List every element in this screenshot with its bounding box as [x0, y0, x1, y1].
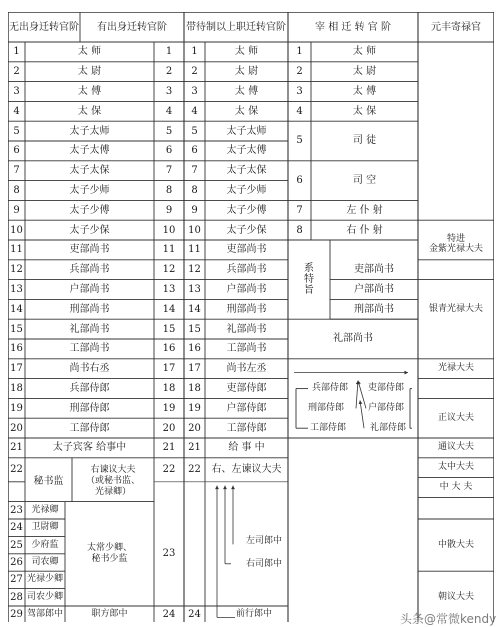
- rank-number: 10: [188, 224, 201, 236]
- shilang-item: 吏部侍郎: [367, 383, 404, 394]
- zaixiang-number: 8: [296, 224, 303, 236]
- zaixiang-number: 5: [296, 135, 303, 147]
- rank-number: 11: [162, 244, 176, 256]
- rank-title-daizhi: 太子少师: [226, 184, 267, 196]
- rank-number: 7: [165, 165, 173, 177]
- zaixiang-title: 司 空: [352, 175, 377, 187]
- rank-title-no-degree: 太 师: [77, 46, 102, 58]
- rank-number: 16: [10, 343, 23, 355]
- rank-title-daizhi: 工部尚书: [226, 343, 267, 355]
- rank-number: 2: [13, 66, 20, 78]
- rank-number: 22: [162, 464, 176, 476]
- rank-number: 6: [165, 145, 173, 157]
- rank-number: 17: [10, 363, 23, 375]
- zaixiang-number: 2: [296, 66, 303, 78]
- rank-number: 23: [10, 504, 23, 516]
- rank-title-daizhi: 太子太师: [226, 125, 267, 137]
- rank-number: 3: [191, 85, 198, 97]
- rank-number: 8: [13, 184, 20, 196]
- rank-number: 14: [10, 303, 23, 315]
- rank-number: 18: [10, 382, 23, 394]
- rank-number: 17: [162, 363, 176, 375]
- zaixiang-title: 左 仆 射: [346, 204, 383, 216]
- zaixiang-title: 太 师: [352, 46, 377, 58]
- rank-number: 5: [191, 125, 198, 137]
- rank-number: 9: [13, 204, 20, 216]
- header-no-degree: 无出身迁转官阶: [9, 21, 79, 33]
- rank-number: 16: [188, 343, 201, 355]
- rank-number: 27: [10, 574, 23, 586]
- yuanfeng-title: 光禄大夫: [437, 363, 474, 374]
- rank-title-daizhi: 右、左谏议大夫: [211, 464, 282, 476]
- rank-title-no-degree: 卫尉卿: [31, 522, 59, 533]
- rank-title-no-degree: 兵部尚书: [69, 264, 110, 276]
- rank-title-no-degree: 吏部尚书: [69, 244, 110, 256]
- rank-number: 15: [162, 323, 176, 335]
- label-yousi: 右司郎中: [245, 558, 282, 569]
- rank-number: 14: [162, 303, 176, 315]
- rank-title-with-degree: 右谏议大夫 （或秘书监、 光禄卿）: [85, 465, 140, 498]
- rank-number: 7: [191, 165, 198, 177]
- rank-number: 5: [165, 125, 173, 137]
- arrow-head: [223, 486, 227, 490]
- rank-title-no-degree: 工部尚书: [69, 343, 110, 355]
- zaixiang-title: 太 尉: [352, 66, 377, 78]
- rank-title-daizhi: 太 傅: [234, 85, 259, 97]
- yuanfeng-title: 金紫光禄大夫: [428, 244, 483, 255]
- rank-title-no-degree: 刑部侍郎: [69, 402, 110, 414]
- official-rank-table: [8, 12, 497, 626]
- rank-title-with-degree: 职方郎中: [91, 609, 128, 620]
- rank-number: 13: [162, 283, 176, 295]
- yuanfeng-title: 银青光禄大夫: [428, 303, 483, 314]
- rank-number: 22: [10, 464, 23, 476]
- rank-number: 6: [13, 145, 20, 157]
- yuanfeng-title: 中散大夫: [437, 539, 474, 550]
- rank-title-daizhi: 太子少保: [226, 224, 267, 236]
- jizhi-item: 吏部尚书: [354, 264, 394, 276]
- shilang-item: 户部侍郎: [367, 402, 404, 413]
- rank-number: 16: [162, 343, 176, 355]
- rank-number: 3: [165, 85, 173, 97]
- rank-title-no-degree: 秘书监: [33, 476, 64, 488]
- rank-number: 21: [10, 442, 23, 454]
- rank-number: 28: [10, 591, 23, 603]
- header-zaixiang: 宰 相 迁 转 官 阶: [315, 21, 391, 33]
- rank-title-daizhi: 户部侍郎: [226, 402, 267, 414]
- shilang-item: 工部侍郎: [309, 422, 346, 433]
- rank-number: 3: [13, 85, 20, 97]
- shilang-item: 兵部侍郎: [311, 383, 348, 394]
- rank-title-no-degree: 司农卿: [31, 556, 59, 567]
- rank-number: 13: [10, 283, 23, 295]
- rank-number: 12: [162, 264, 176, 276]
- yuanfeng-title: 太中大夫: [437, 462, 474, 473]
- rank-number: 20: [10, 422, 23, 434]
- rank-number: 4: [191, 105, 198, 117]
- rank-title-daizhi: 吏部尚书: [226, 244, 267, 256]
- rank-title-no-degree: 太子少师: [69, 184, 110, 196]
- rank-title-daizhi: 太子太傅: [226, 145, 267, 157]
- label-zuosi: 左司郎中: [245, 535, 282, 546]
- jizhi-label: 系 特 旨: [304, 263, 314, 297]
- rank-title-daizhi: 吏部侍郎: [226, 382, 267, 394]
- rank-number: 9: [165, 204, 173, 216]
- yuanfeng-title: 通议大夫: [437, 442, 474, 453]
- rank-number: 20: [162, 422, 176, 434]
- zaixiang-number: 6: [296, 175, 303, 187]
- rank-title-no-degree: 光禄少卿: [26, 574, 63, 585]
- rank-number: 12: [10, 264, 23, 276]
- zaixiang-number: 4: [296, 105, 303, 117]
- yuanfeng-title: 朝议大夫: [437, 591, 474, 602]
- zaixiang-title: 太 保: [352, 105, 377, 117]
- rank-number: 18: [188, 382, 201, 394]
- rank-number: 1: [165, 46, 173, 58]
- rank-title-no-degree: 工部侍郎: [69, 422, 110, 434]
- rank-title-daizhi: 太 师: [234, 46, 259, 58]
- rank-title-daizhi: 给 事 中: [228, 442, 265, 454]
- rank-title-daizhi: 礼部尚书: [226, 323, 267, 335]
- yuanfeng-title: 特进: [446, 234, 465, 245]
- rank-number: 13: [188, 283, 201, 295]
- rank-number: 24: [188, 609, 201, 621]
- rank-number: 20: [188, 422, 201, 434]
- rank-number: 11: [10, 244, 23, 256]
- rank-title-no-degree: 太子宾客 给事中: [52, 442, 127, 454]
- zaixiang-number: 7: [296, 204, 303, 216]
- rank-title-with-degree: 太常少卿、 秘书少监: [86, 542, 132, 564]
- rank-number: 19: [10, 402, 23, 414]
- zaixiang-number: 1: [296, 46, 303, 58]
- rank-title-daizhi: 尚书左丞: [226, 363, 267, 375]
- rank-title-no-degree: 礼部尚书: [69, 323, 110, 335]
- rank-number: 18: [162, 382, 176, 394]
- jizhi-item: 户部尚书: [354, 283, 394, 295]
- rank-title-daizhi: 工部侍郎: [226, 422, 267, 434]
- rank-title-daizhi: 兵部尚书: [226, 264, 267, 276]
- rank-number: 5: [13, 125, 20, 137]
- arrow-head: [231, 486, 235, 490]
- rank-number: 17: [188, 363, 201, 375]
- rank-title-no-degree: 户部尚书: [69, 283, 110, 295]
- rank-number: 24: [10, 522, 23, 534]
- jizhi-item: 刑部尚书: [354, 303, 394, 315]
- rank-number: 2: [191, 66, 198, 78]
- header-yuanfeng: 元丰寄禄官: [431, 21, 481, 33]
- rank-number: 1: [191, 46, 198, 58]
- arrow-head: [404, 371, 408, 375]
- rank-number: 12: [188, 264, 201, 276]
- rank-title-no-degree: 太子太傅: [69, 145, 110, 157]
- zaixiang-title: 司 徒: [352, 135, 377, 147]
- rank-title-no-degree: 太 保: [77, 105, 102, 117]
- rank-title-no-degree: 光禄卿: [31, 504, 59, 515]
- rank-title-no-degree: 太子太保: [69, 165, 110, 177]
- rank-number: 26: [10, 556, 23, 568]
- rank-number: 19: [162, 402, 176, 414]
- rank-number: 2: [165, 66, 173, 78]
- rank-title-no-degree: 少府监: [31, 539, 59, 550]
- rank-number: 24: [162, 609, 176, 621]
- rank-number: 15: [10, 323, 23, 335]
- rank-number: 8: [165, 184, 173, 196]
- rank-title-no-degree: 太子太师: [69, 125, 110, 137]
- rank-title-daizhi: 太子太保: [226, 165, 267, 177]
- rank-title-no-degree: 尚书右丞: [69, 363, 110, 375]
- rank-title-no-degree: 刑部尚书: [69, 303, 110, 315]
- rank-title-no-degree: 太子少保: [69, 224, 110, 236]
- rank-number: 21: [188, 442, 201, 454]
- rank-title-no-degree: 司农少卿: [26, 591, 63, 602]
- rank-title-daizhi: 太子少傅: [226, 204, 267, 216]
- rank-number: 4: [165, 105, 173, 117]
- rank-title-daizhi: 前行郎中: [235, 609, 272, 620]
- rank-number: 19: [188, 402, 201, 414]
- shilang-item: 刑部侍郎: [307, 402, 344, 413]
- rank-number: 23: [162, 548, 176, 560]
- arrow-line: [356, 381, 358, 409]
- rank-title-no-degree: 太 傅: [77, 85, 102, 97]
- header-with-degree: 有出身迁转官阶: [97, 21, 167, 33]
- watermark: 头条@常微kendy: [400, 612, 497, 626]
- arrow-head: [215, 486, 219, 490]
- rank-number: 7: [13, 165, 20, 177]
- rank-number: 10: [162, 224, 176, 236]
- shilang-item: 礼部侍郎: [369, 422, 406, 433]
- zaixiang-number: 3: [296, 85, 303, 97]
- rank-number: 29: [10, 609, 23, 621]
- rank-number: 14: [188, 303, 201, 315]
- rank-number: 6: [191, 145, 198, 157]
- rank-number: 4: [13, 105, 20, 117]
- zaixiang-title: 右 仆 射: [346, 224, 383, 236]
- rank-number: 15: [188, 323, 201, 335]
- rank-title-daizhi: 刑部尚书: [226, 303, 267, 315]
- yuanfeng-title: 中 大 夫: [439, 482, 473, 493]
- rank-number: 9: [191, 204, 198, 216]
- rank-number: 8: [191, 184, 198, 196]
- rank-number: 11: [188, 244, 201, 256]
- libu-shangshu: 礼部尚书: [333, 333, 373, 345]
- rank-number: 21: [162, 442, 176, 454]
- rank-title-daizhi: 太 保: [234, 105, 259, 117]
- rank-number: 1: [13, 46, 20, 58]
- rank-title-no-degree: 太 尉: [77, 66, 102, 78]
- rank-title-daizhi: 太 尉: [234, 66, 259, 78]
- header-daizhi: 带待制以上职迁转官阶: [186, 21, 286, 33]
- rank-title-no-degree: 兵部侍郎: [69, 382, 110, 394]
- yuanfeng-title: 正议大夫: [437, 412, 474, 423]
- rank-number: 25: [10, 539, 23, 551]
- rank-number: 22: [188, 464, 201, 476]
- rank-title-no-degree: 驾部郎中: [26, 609, 63, 620]
- rank-number: 10: [10, 224, 23, 236]
- rank-title-no-degree: 太子少傅: [69, 204, 110, 216]
- zaixiang-title: 太 傅: [352, 85, 377, 97]
- rank-title-daizhi: 户部尚书: [226, 283, 267, 295]
